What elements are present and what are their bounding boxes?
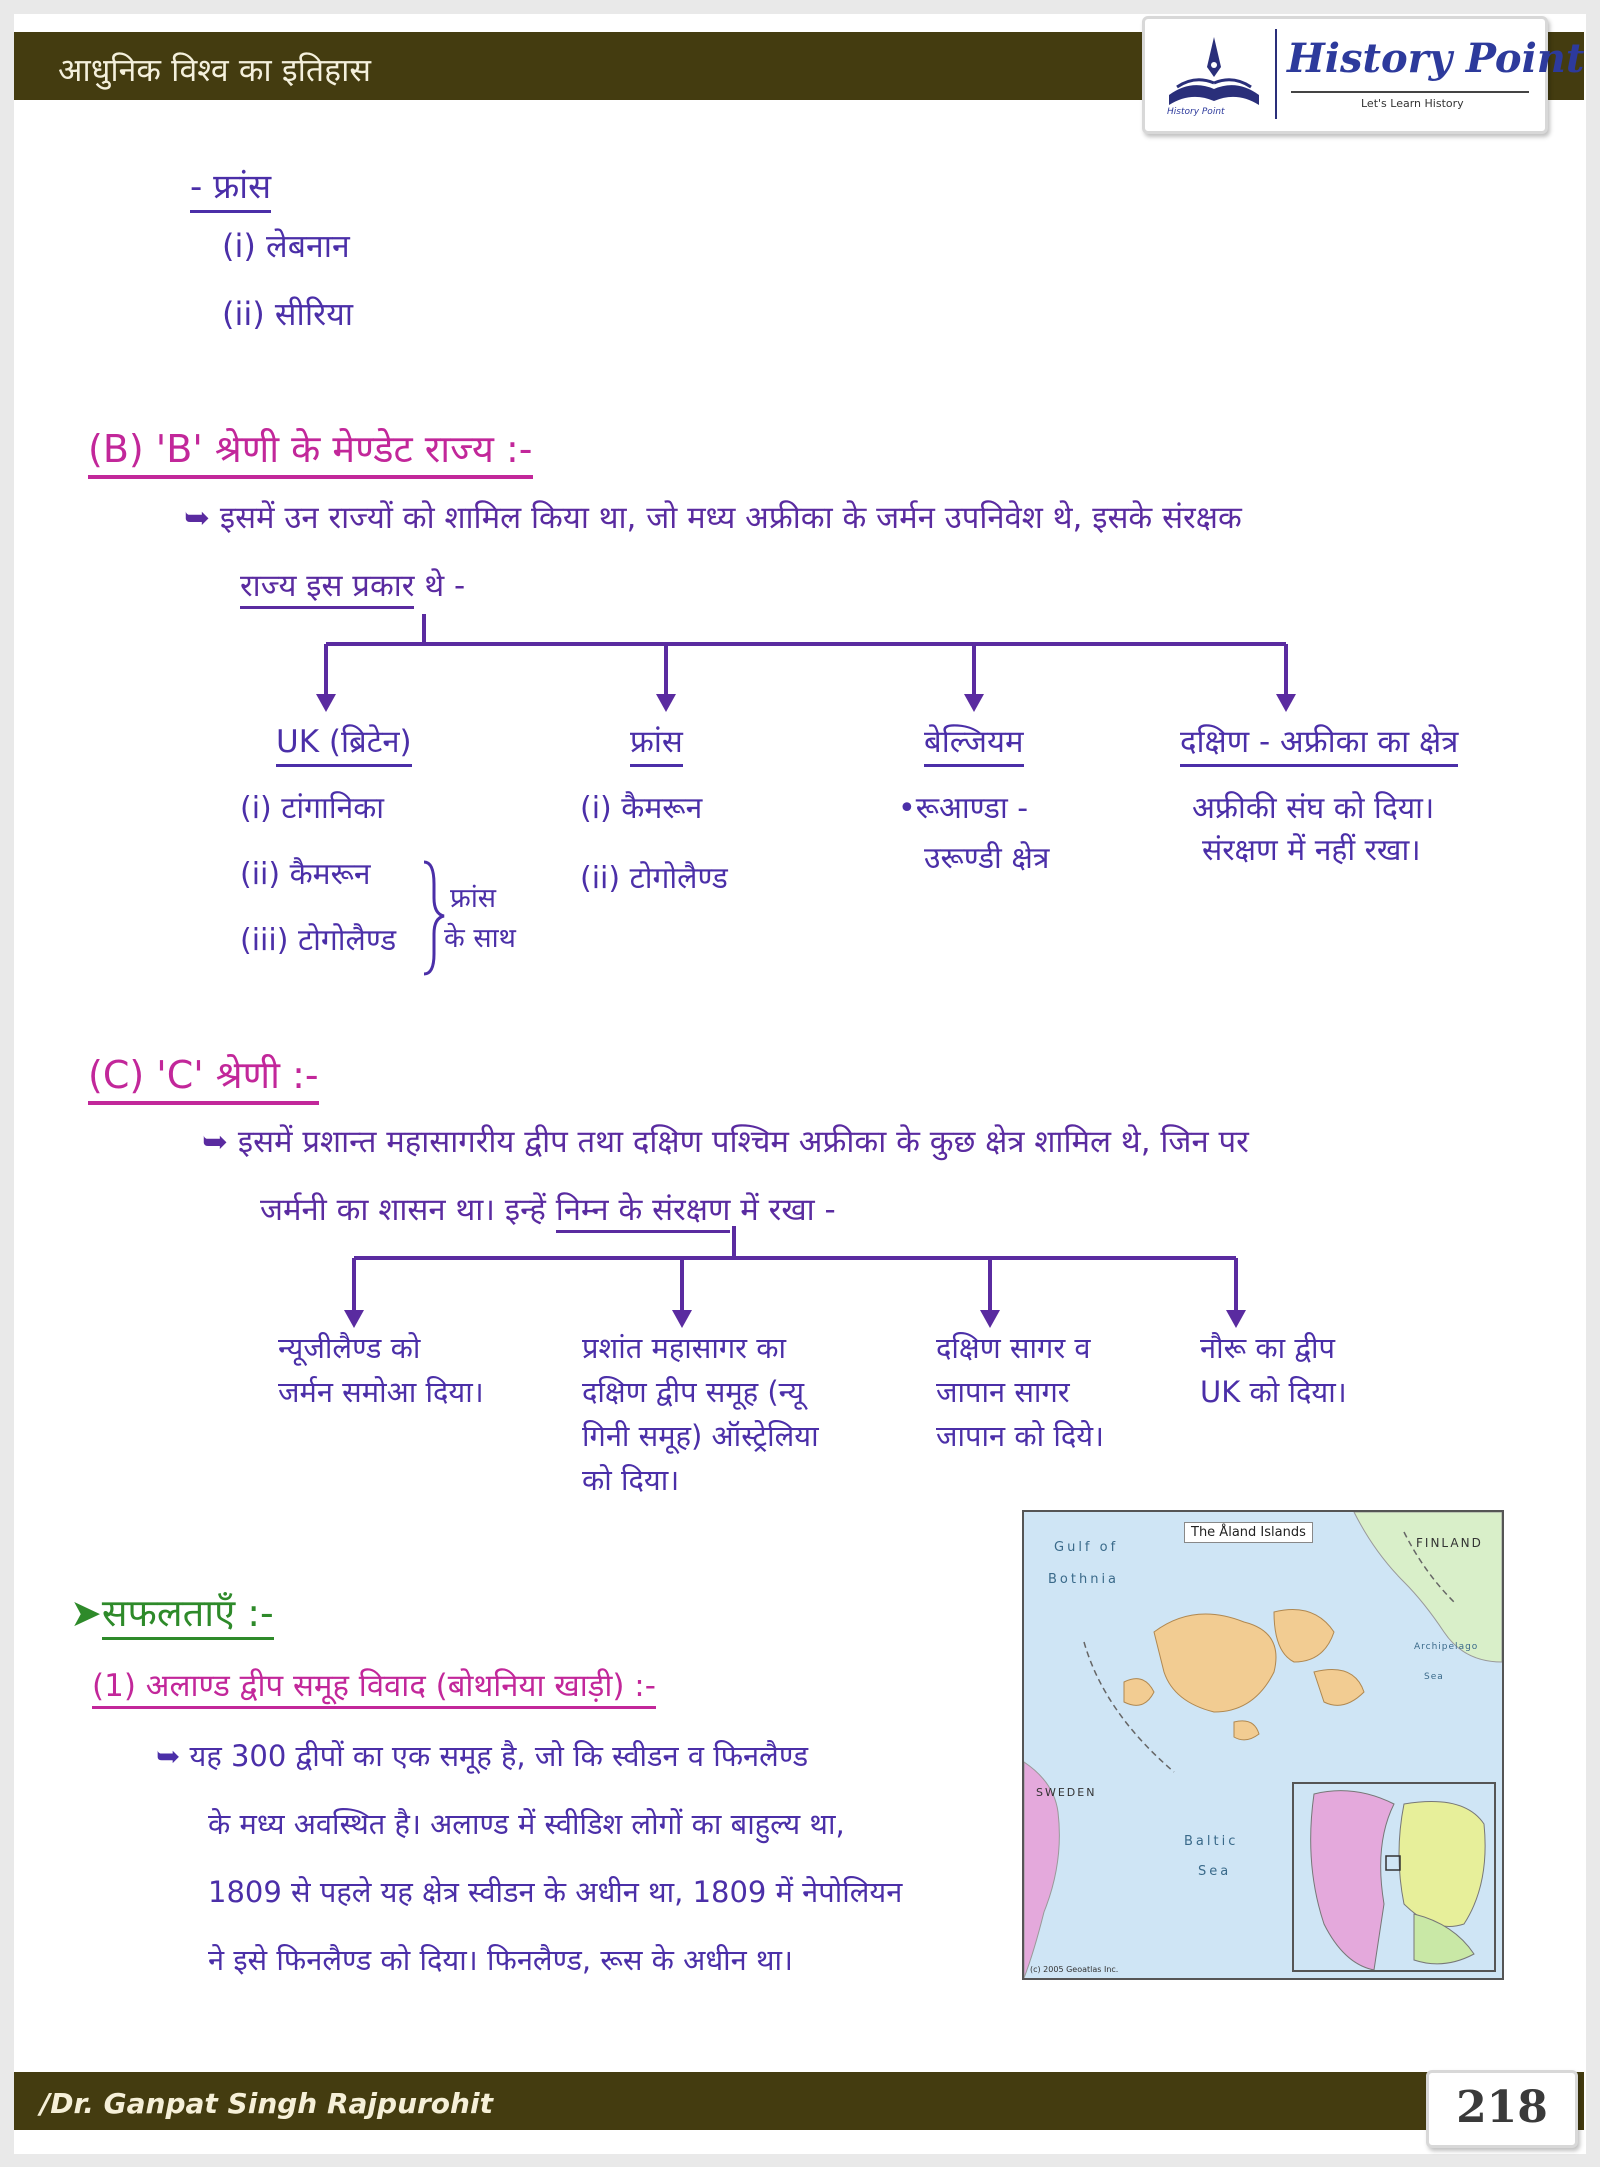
c-col-1-line-1: न्यूजीलैण्ड को bbox=[278, 1331, 421, 1365]
c-col-1 bbox=[278, 1326, 484, 1414]
c-col-2 bbox=[582, 1326, 819, 1502]
section-c-line-1 bbox=[202, 1120, 1249, 1162]
section-b-arrowheads bbox=[316, 694, 1296, 712]
col-belgium-item-2: उरूण्डी क्षेत्र bbox=[924, 841, 1050, 876]
section-c-line-2 bbox=[260, 1188, 836, 1230]
arrow-pointer-icon: ➥ bbox=[202, 1124, 228, 1160]
c-col-2-line-1: प्रशांत महासागर का bbox=[582, 1331, 787, 1365]
map-inset bbox=[1292, 1782, 1496, 1972]
section-c-line-2-underlined: निम्न के संरक्षण bbox=[556, 1192, 731, 1233]
france-a-item-2: (ii) सीरिया bbox=[222, 295, 354, 333]
section-c-line-2-rest: में रखा - bbox=[730, 1192, 836, 1228]
aland-sub-heading-text: (1) अलाण्ड द्वीप समूह विवाद (बोथनिया खाड़ी) :- bbox=[92, 1668, 656, 1709]
logo-tagline: Let's Learn History bbox=[1361, 97, 1464, 110]
col-uk-brace-note-1: फ्रांस bbox=[450, 883, 497, 914]
france-a-item-1: (i) लेबनान bbox=[222, 227, 350, 265]
section-b-heading-text: (B) 'B' श्रेणी के मेण्डेट राज्य :- bbox=[88, 427, 533, 479]
aland-line-1-text: यह 300 द्वीपों का एक समूह है, जो कि स्वीडन व फिनलैण्ड bbox=[189, 1739, 809, 1773]
map-sweden-label: SWEDEN bbox=[1036, 1786, 1097, 1799]
section-c-tree bbox=[354, 1226, 1236, 1312]
c-col-3 bbox=[936, 1326, 1104, 1458]
inset-graphic bbox=[1294, 1784, 1494, 1970]
footer-author: /Dr. Ganpat Singh Rajpurohit bbox=[40, 2087, 493, 2120]
map-gulf-label-1: Gulf of bbox=[1054, 1540, 1119, 1555]
france-a-heading: - फ्रांस bbox=[190, 162, 271, 213]
logo-name: History Point bbox=[1287, 35, 1585, 82]
col-sa-title: दक्षिण - अफ्रीका का क्षेत्र bbox=[1180, 720, 1458, 767]
map-archipelago-label-2: Sea bbox=[1424, 1672, 1444, 1682]
col-belgium-item-1: •रूआण्डा - bbox=[898, 791, 1029, 826]
c-col-1-line-2: जर्मन समोआ दिया। bbox=[278, 1375, 484, 1409]
aland-islands-map bbox=[1022, 1510, 1504, 1980]
map-finland-label: FINLAND bbox=[1416, 1536, 1483, 1550]
col-belgium-title: बेल्जियम bbox=[924, 720, 1024, 767]
map-archipelago-label-1: Archipelago bbox=[1414, 1642, 1479, 1652]
c-col-3-line-1: दक्षिण सागर व bbox=[936, 1331, 1091, 1365]
section-b-line-2-rest: थे - bbox=[414, 568, 466, 604]
col-uk-item-2: (ii) कैमरून bbox=[240, 857, 371, 892]
aland-line-1 bbox=[156, 1736, 808, 1775]
section-b-line-2-underlined: राज्य इस प्रकार bbox=[240, 568, 414, 609]
header-title: आधुनिक विश्व का इतिहास bbox=[58, 51, 372, 89]
map-gulf-label-2: Bothnia bbox=[1048, 1572, 1120, 1587]
arrow-pointer-icon: ➥ bbox=[156, 1739, 181, 1773]
col-sa-item-1: अफ्रीकी संघ को दिया। bbox=[1192, 791, 1435, 826]
section-c-heading bbox=[88, 1048, 319, 1100]
c-col-3-line-3: जापान को दिये। bbox=[936, 1419, 1105, 1453]
successes-heading-text: सफलताएँ :- bbox=[102, 1591, 274, 1640]
c-col-4 bbox=[1200, 1326, 1347, 1414]
col-uk-brace-note-2: के साथ bbox=[444, 923, 516, 954]
page bbox=[14, 14, 1586, 2154]
aland-line-2: के मध्य अवस्थित है। अलाण्ड में स्वीडिश लोगों का बाहुल्य था, bbox=[208, 1807, 845, 1841]
col-uk-title: UK (ब्रिटेन) bbox=[276, 720, 412, 767]
aland-sub-heading bbox=[92, 1664, 656, 1706]
c-col-2-line-3: गिनी समूह) ऑस्ट्रेलिया bbox=[582, 1419, 819, 1453]
successes-heading bbox=[70, 1586, 274, 1638]
c-col-3-line-2: जापान सागर bbox=[936, 1375, 1070, 1409]
col-sa-item-2: संरक्षण में नहीं रखा। bbox=[1202, 833, 1421, 868]
map-title: The Åland Islands bbox=[1184, 1522, 1313, 1543]
map-baltic-label-1: Baltic bbox=[1184, 1834, 1239, 1849]
aland-line-3: 1809 से पहले यह क्षेत्र स्वीडन के अधीन था, 1809 में नेपोलियन bbox=[208, 1875, 903, 1909]
col-france-item-2: (ii) टोगोलैण्ड bbox=[580, 861, 728, 896]
section-c-heading-text: (C) 'C' श्रेणी :- bbox=[88, 1053, 319, 1105]
map-baltic-label-2: Sea bbox=[1198, 1864, 1232, 1879]
section-c-line-1-text: इसमें प्रशान्त महासागरीय द्वीप तथा दक्षिण पश्चिम अफ्रीका के कुछ क्षेत्र शामिल थे, जिन पर bbox=[237, 1124, 1249, 1160]
arrow-pointer-icon: ➥ bbox=[184, 500, 210, 536]
double-arrow-icon: ➤ bbox=[70, 1591, 102, 1635]
col-france-item-1: (i) कैमरून bbox=[580, 791, 703, 826]
aland-line-4: ने इसे फिनलैण्ड को दिया। फिनलैण्ड, रूस के अधीन था। bbox=[208, 1943, 794, 1977]
c-col-4-line-2: UK को दिया। bbox=[1200, 1375, 1347, 1409]
col-uk-item-3: (iii) टोगोलैण्ड bbox=[240, 923, 397, 958]
section-b-tree bbox=[326, 614, 1286, 696]
page-number: 218 bbox=[1426, 2070, 1578, 2148]
c-col-2-line-4: को दिया। bbox=[582, 1463, 680, 1497]
col-uk-item-1: (i) टांगानिका bbox=[240, 791, 385, 826]
logo-emblem-text: History Point bbox=[1167, 107, 1225, 117]
section-b-line-1-text: इसमें उन राज्यों को शामिल किया था, जो मध्य अफ्रीका के जर्मन उपनिवेश थे, इसके संरक्षक bbox=[219, 500, 1242, 536]
c-col-4-line-1: नौरू का द्वीप bbox=[1200, 1331, 1336, 1365]
curly-brace bbox=[424, 862, 444, 974]
section-c-line-2-pre: जर्मनी का शासन था। इन्हें bbox=[260, 1192, 556, 1228]
map-copyright: (c) 2005 Geoatlas Inc. bbox=[1030, 1965, 1119, 1974]
c-col-2-line-2: दक्षिण द्वीप समूह (न्यू bbox=[582, 1375, 805, 1409]
col-france-title: फ्रांस bbox=[630, 720, 683, 767]
